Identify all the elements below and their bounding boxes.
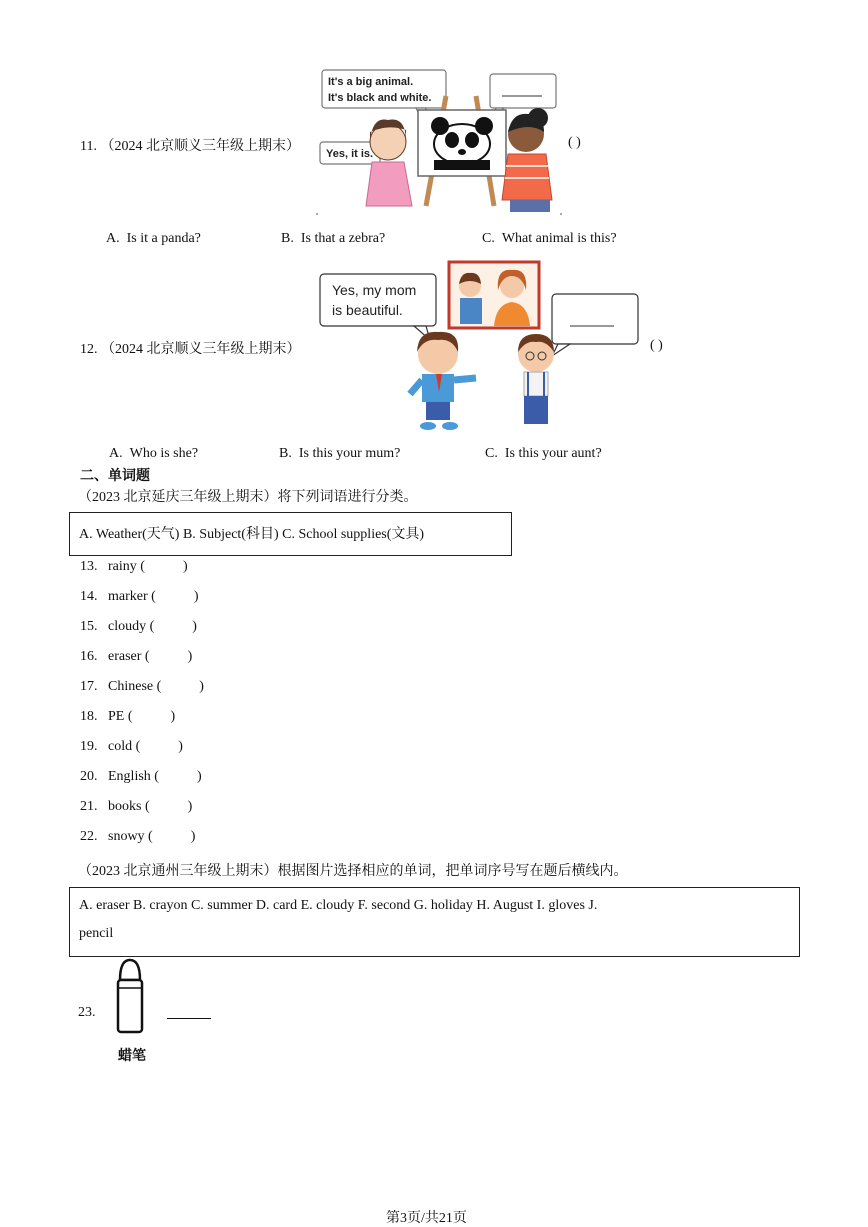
option-c: [482, 231, 617, 247]
word-item: [80, 739, 183, 755]
bubble-line-2: It's black and white.: [328, 92, 432, 104]
item-number: 14.: [80, 589, 98, 604]
word-bank-box: [69, 887, 800, 957]
item-close-paren: ): [187, 649, 193, 664]
question-number: 11.: [80, 139, 97, 154]
crayon-icon: [112, 958, 148, 1038]
q11-line: [80, 135, 300, 155]
q11-illustration: [316, 66, 566, 216]
item-number: 15.: [80, 619, 98, 634]
item-word: Chinese (: [108, 679, 162, 694]
question-number: 12.: [80, 342, 98, 357]
item-word: marker (: [108, 589, 156, 604]
section-heading: 二、单词题: [80, 469, 150, 484]
option-letter: B.: [279, 446, 292, 461]
item-word: eraser (: [108, 649, 150, 664]
option-text: What animal is this?: [501, 231, 617, 246]
word-item: [80, 559, 188, 575]
item-number: 22.: [80, 829, 98, 844]
item-word: rainy (: [108, 559, 145, 574]
item-number: 20.: [80, 769, 98, 784]
item-word: English (: [108, 769, 159, 784]
word-item: [80, 649, 192, 665]
item-close-paren: ): [193, 589, 199, 604]
item-close-paren: ): [192, 619, 197, 634]
option-a: [106, 231, 201, 247]
category-box: [69, 512, 512, 556]
bubble-line-1: It's a big animal.: [328, 76, 414, 88]
word-item: [80, 799, 192, 815]
item-close-paren: ): [187, 799, 193, 814]
section-instruction: （2023 北京延庆三年级上期末）将下列词语进行分类。: [78, 490, 418, 505]
q12-line: [80, 338, 301, 358]
option-b: [279, 446, 400, 462]
item-word: snowy (: [108, 829, 153, 844]
option-text: Is that a zebra?: [300, 231, 386, 246]
item-close-paren: ): [178, 739, 183, 754]
word-item: [80, 679, 204, 695]
item-close-paren: ): [182, 559, 188, 574]
question-number: 23.: [78, 1005, 96, 1020]
item-word: PE (: [108, 709, 133, 724]
word-item: [80, 709, 175, 725]
option-letter: C.: [485, 446, 498, 461]
item-number: 21.: [80, 799, 98, 814]
option-letter: A.: [109, 446, 123, 461]
word-item: [80, 769, 202, 785]
page-footer: 第3页/共21页: [386, 1211, 467, 1226]
question-source: （2024 北京顺义三年级上期末）: [101, 342, 301, 357]
option-text: Is this your mum?: [298, 446, 401, 461]
item-close-paren: ): [190, 829, 196, 844]
bubble-line-2: is beautiful.: [332, 302, 403, 318]
question-source: （2024 北京顺义三年级上期末）: [100, 139, 300, 154]
answer-blank[interactable]: [167, 1018, 211, 1019]
option-text: Is it a panda?: [126, 231, 201, 246]
item-word: cloudy (: [108, 619, 155, 634]
answer-paren: ( ): [568, 135, 581, 150]
item-close-paren: ): [196, 769, 202, 784]
item-close-paren: ): [170, 709, 176, 724]
word-item: [80, 829, 195, 845]
item-number: 16.: [80, 649, 98, 664]
item-number: 18.: [80, 709, 98, 724]
answer-paren: ( ): [650, 338, 663, 353]
item-close-paren: ): [199, 679, 204, 694]
word-bank-line-2: pencil: [79, 926, 114, 941]
item-word: books (: [108, 799, 150, 814]
option-letter: B.: [281, 231, 294, 246]
word-item: [80, 619, 197, 635]
option-text: Who is she?: [129, 446, 199, 461]
section-instruction: （2023 北京通州三年级上期末）根据图片选择相应的单词，把单词序号写在题后横线内。: [78, 864, 628, 879]
q12-illustration: [318, 260, 643, 435]
option-letter: C.: [482, 231, 495, 246]
item-number: 13.: [80, 559, 98, 574]
item-word: cold (: [108, 739, 141, 754]
category-text: A. Weather(天气) B. Subject(科目) C. School supplies(文具): [79, 527, 425, 542]
option-a: [109, 446, 198, 462]
option-letter: A.: [106, 231, 120, 246]
option-b: [281, 231, 385, 247]
word-item: [80, 589, 198, 605]
option-text: Is this your aunt?: [504, 446, 602, 461]
item-number: 17.: [80, 679, 98, 694]
bubble-line-1: Yes, my mom: [332, 282, 417, 298]
option-c: [485, 446, 602, 462]
word-bank-line-1: A. eraser B. crayon C. summer D. card E. cloudy F. second G. holiday H. August I. gloves J.: [79, 898, 598, 913]
item-number: 19.: [80, 739, 98, 754]
crayon-caption: 蜡笔: [118, 1048, 146, 1064]
bubble-yes: Yes, it is.: [326, 148, 374, 160]
